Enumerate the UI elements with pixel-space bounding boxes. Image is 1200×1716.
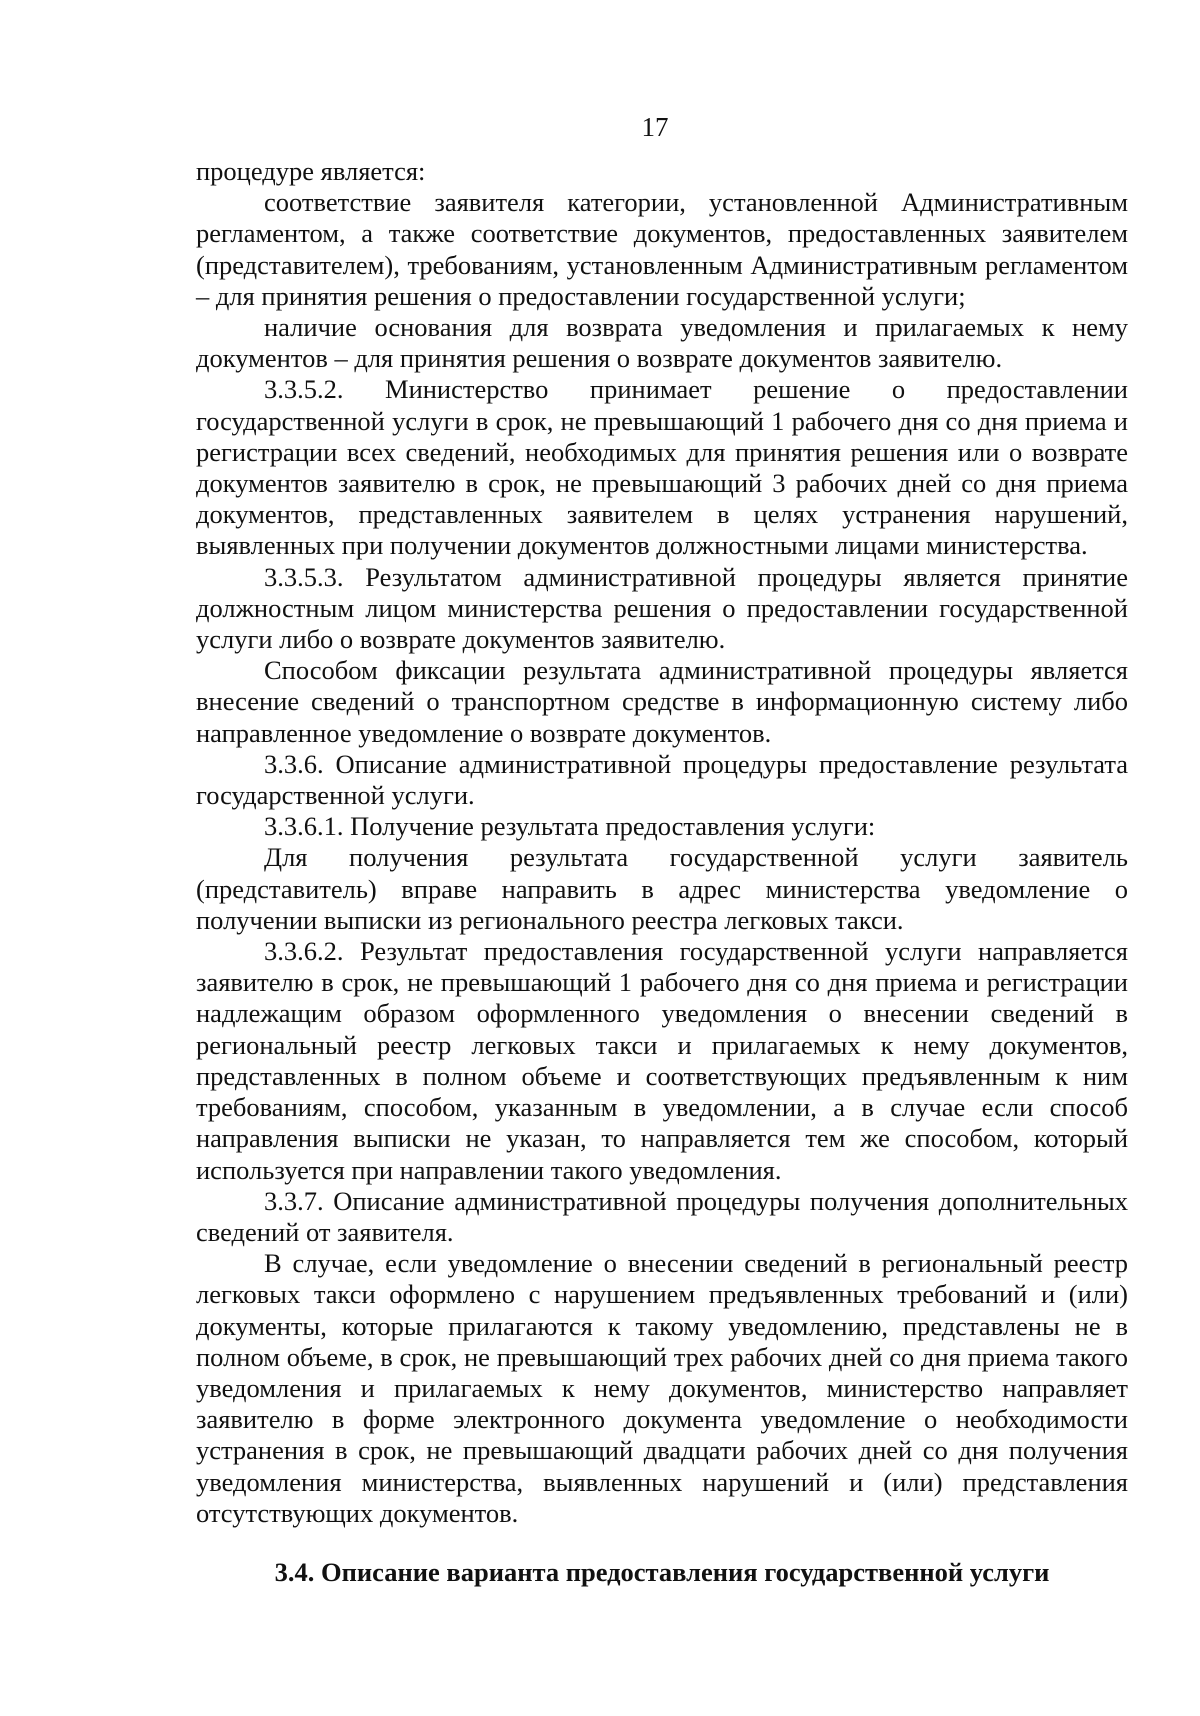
body-text (196, 156, 1128, 1529)
paragraph-3-3-6-2: 3.3.6.2. Результат предоставления государственной услуги направляется заявителю в срок, не превышающий 1 рабочего дня со дня приема и регистрации надлежащим образом оформленного уведомления о внесении сведений в региональный реестр легковых такси и прилагаемых к нему документов, представленных в полном объеме и соответствующих предъявленным к ним требованиям, способом, указанным в уведомлении, а в случае если способ направления выписки не указан, то направляется тем же способом, который используется при направлении такого уведомления. (196, 936, 1128, 1185)
paragraph-3-3-5-3: 3.3.5.3. Результатом административной процедуры является принятие должностным лицом министерства решения о предоставлении государственной услуги либо о возврате документов заявителю. (196, 561, 1128, 655)
paragraph-3-3-7: 3.3.7. Описание административной процедуры получения дополнительных сведений от заявителя. (196, 1185, 1128, 1247)
paragraph-return-grounds: наличие основания для возврата уведомления и прилагаемых к нему документов – для принятия решения о возврате документов заявителю. (196, 312, 1128, 374)
paragraph-continuation: процедуре является: (196, 156, 426, 186)
paragraph-3-3-6: 3.3.6. Описание административной процедуры предоставление результата государственной услуги. (196, 748, 1128, 811)
paragraph-3-3-5-2: 3.3.5.2. Министерство принимает решение о предоставлении государственной услуги в срок, не превышающий 1 рабочего дня со дня приема и регистрации всех сведений, необходимых для принятия решения или о возврате документов заявителю в срок, не превышающий 3 рабочих дней со дня приема документов, представленных заявителем в целях устранения нарушений, выявленных при получении документов должностными лицами министерства. (196, 374, 1128, 561)
paragraph-fixation-method: Способом фиксации результата административной процедуры является внесение сведений о транспортном средстве в информационную систему либо направленное уведомление о возврате документов. (196, 655, 1128, 748)
paragraph-receive-result: Для получения результата государственной услуги заявитель (представитель) вправе направить в адрес министерства уведомление о получении выписки из регионального реестра легковых такси. (196, 842, 1128, 935)
page-number: 17 (641, 112, 669, 142)
paragraph-applicant-compliance: соответствие заявителя категории, установленной Административным регламентом, а также соответствие документов, предоставленных заявителем (представителем), требованиям, установленным Административным регламентом – для принятия решения о предоставлении государственной услуги; (196, 187, 1128, 311)
paragraph-3-3-6-1: 3.3.6.1. Получение результата предоставления услуги: (264, 811, 876, 842)
section-heading: 3.4. Описание варианта предоставления государственной услуги (274, 1557, 1050, 1587)
paragraph-notice-deficiencies: В случае, если уведомление о внесении сведений в региональный реестр легковых такси оформлено с нарушением предъявленных требований и (или) документы, которые прилагаются к такому уведомлению, представлены не в полном объеме, в срок, не превышающий трех рабочих дней со дня приема такого уведомления и прилагаемых к нему документов, министерство направляет заявителю в форме электронного документа уведомление о необходимости устранения в срок, не превышающий двадцати рабочих дней со дня получения уведомления министерства, выявленных нарушений и (или) представления отсутствующих документов. (196, 1248, 1128, 1528)
